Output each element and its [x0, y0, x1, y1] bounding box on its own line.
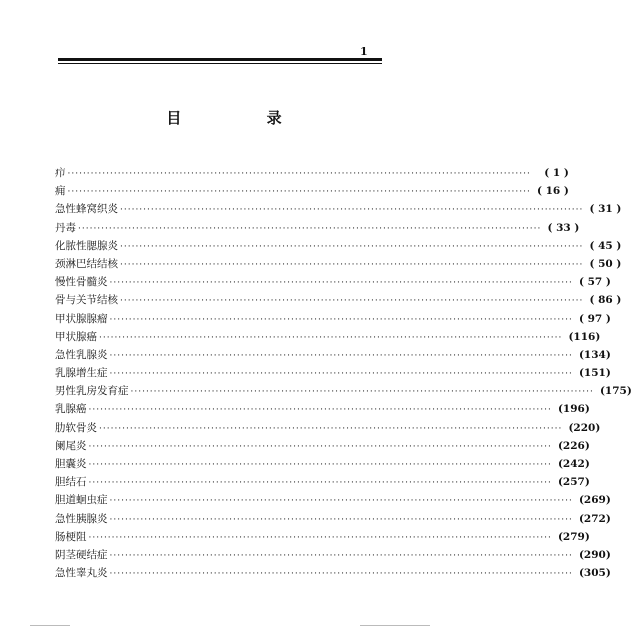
- toc-entry: [55, 382, 632, 400]
- toc-entry-label: 阑尾炎: [55, 439, 87, 452]
- toc-entry-page: ( 31 ): [589, 203, 622, 216]
- toc-leader-dots: ························································································································: [109, 350, 573, 361]
- header-rule-thin: [58, 63, 382, 64]
- toc-entry-page: (175): [599, 385, 632, 398]
- toc-leader-dots: ························································································································: [120, 241, 584, 252]
- toc-entry: [55, 546, 611, 564]
- toc-leader-dots: ························································································································: [78, 223, 542, 234]
- toc-entry: [55, 419, 601, 437]
- toc-entry-page: ( 57 ): [578, 276, 611, 289]
- toc-leader-dots: ························································································································: [109, 496, 573, 507]
- toc-entry-label: 急性蜂窝织炎: [55, 203, 118, 216]
- toc-entry: [55, 219, 580, 237]
- toc-leader-dots: ························································································································: [109, 369, 573, 380]
- toc-leader-dots: ························································································································: [130, 387, 594, 398]
- toc-leader-dots: ························································································································: [109, 514, 573, 525]
- toc-entry-label: 痈: [55, 185, 66, 198]
- toc-leader-dots: ························································································································: [99, 332, 563, 343]
- toc-entry: [55, 473, 590, 491]
- toc-leader-dots: ························································································································: [88, 441, 552, 452]
- toc-entry: [55, 346, 611, 364]
- toc-entry-page: (269): [578, 494, 611, 507]
- toc-entry-page: (134): [578, 348, 611, 361]
- toc-entry-label: 乳腺增生症: [55, 367, 108, 380]
- toc-entry: [55, 164, 569, 182]
- toc-entry-label: 丹毒: [55, 221, 76, 234]
- toc-leader-dots: ························································································································: [120, 296, 584, 307]
- toc-entry-page: (226): [557, 439, 590, 452]
- page-number: 1: [360, 45, 368, 58]
- toc-entry-label: 阴茎硬结症: [55, 548, 108, 561]
- toc-leader-dots: ························································································································: [88, 532, 552, 543]
- toc-entry-label: 慢性骨髓炎: [55, 276, 108, 289]
- toc-leader-dots: ························································································································: [88, 478, 552, 489]
- toc-entry-label: 胆囊炎: [55, 458, 87, 470]
- toc-entry-label: 胆道蛔虫症: [55, 494, 108, 507]
- toc-entry-page: ( 50 ): [589, 257, 622, 270]
- toc-entry: [55, 364, 611, 382]
- scan-mark: [30, 625, 70, 626]
- toc-leader-dots: ························································································································: [88, 460, 552, 470]
- table-of-contents: [55, 164, 632, 582]
- toc-entry-label: 甲状腺癌: [55, 330, 97, 343]
- toc-entry-label: 肋软骨炎: [55, 421, 97, 434]
- toc-entry-label: 化脓性腮腺炎: [55, 239, 118, 252]
- toc-entry: [55, 182, 569, 200]
- toc-entry-page: (242): [557, 458, 590, 470]
- toc-entry-label: 颈淋巴结结核: [55, 257, 118, 270]
- toc-entry: [55, 510, 611, 528]
- toc-entry-label: 肠梗阻: [55, 530, 87, 543]
- toc-entry-page: ( 1 ): [544, 167, 569, 179]
- toc-leader-dots: ························································································································: [67, 187, 531, 198]
- toc-entry-page: ( 33 ): [547, 221, 580, 234]
- toc-entry-page: (272): [578, 512, 611, 525]
- toc-entry: [55, 310, 611, 328]
- page-title: 目 录: [166, 109, 322, 127]
- toc-leader-dots: ························································································································: [109, 569, 573, 580]
- toc-entry-label: 胆结石: [55, 476, 87, 489]
- scan-mark: [360, 625, 430, 626]
- toc-leader-dots: ························································································································: [120, 205, 584, 216]
- toc-entry-label: 骨与关节结核: [55, 294, 118, 307]
- toc-entry: [55, 200, 622, 218]
- toc-entry: [55, 437, 590, 455]
- toc-leader-dots: ························································································································: [120, 259, 584, 270]
- toc-entry: [55, 528, 590, 546]
- toc-entry-page: (305): [578, 567, 611, 580]
- toc-entry-label: 甲状腺腺瘤: [55, 312, 108, 325]
- toc-entry-page: (196): [557, 403, 590, 416]
- header-rule-thick: [58, 58, 382, 61]
- toc-entry: [55, 455, 590, 473]
- toc-entry-page: (116): [568, 330, 601, 343]
- toc-entry-label: 乳腺癌: [55, 403, 87, 416]
- toc-leader-dots: ························································································································: [88, 405, 552, 416]
- toc-entry-label: 急性睾丸炎: [55, 567, 108, 580]
- toc-leader-dots: ························································································································: [99, 423, 563, 434]
- toc-entry: [55, 255, 622, 273]
- toc-entry-page: ( 16 ): [536, 185, 569, 198]
- toc-entry: [55, 273, 611, 291]
- toc-entry-page: (257): [557, 476, 590, 489]
- toc-entry-page: (220): [568, 421, 601, 434]
- toc-entry-page: ( 45 ): [589, 239, 622, 252]
- toc-entry: [55, 491, 611, 509]
- toc-entry: [55, 291, 622, 309]
- toc-entry-label: 疖: [55, 167, 66, 179]
- toc-entry-page: ( 97 ): [578, 312, 611, 325]
- toc-entry: [55, 237, 622, 255]
- toc-leader-dots: ························································································································: [109, 550, 573, 561]
- toc-entry-label: 急性胰腺炎: [55, 512, 108, 525]
- toc-leader-dots: ························································································································: [67, 169, 531, 179]
- toc-entry-page: (151): [578, 367, 611, 380]
- toc-entry: [55, 328, 601, 346]
- toc-entry: [55, 564, 611, 582]
- toc-leader-dots: ························································································································: [109, 314, 573, 325]
- toc-entry-page: (290): [578, 548, 611, 561]
- toc-entry-label: 急性乳腺炎: [55, 348, 108, 361]
- toc-entry: [55, 400, 590, 418]
- toc-entry-page: (279): [557, 530, 590, 543]
- toc-leader-dots: ························································································································: [109, 278, 573, 289]
- toc-entry-label: 男性乳房发育症: [55, 385, 129, 398]
- toc-entry-page: ( 86 ): [589, 294, 622, 307]
